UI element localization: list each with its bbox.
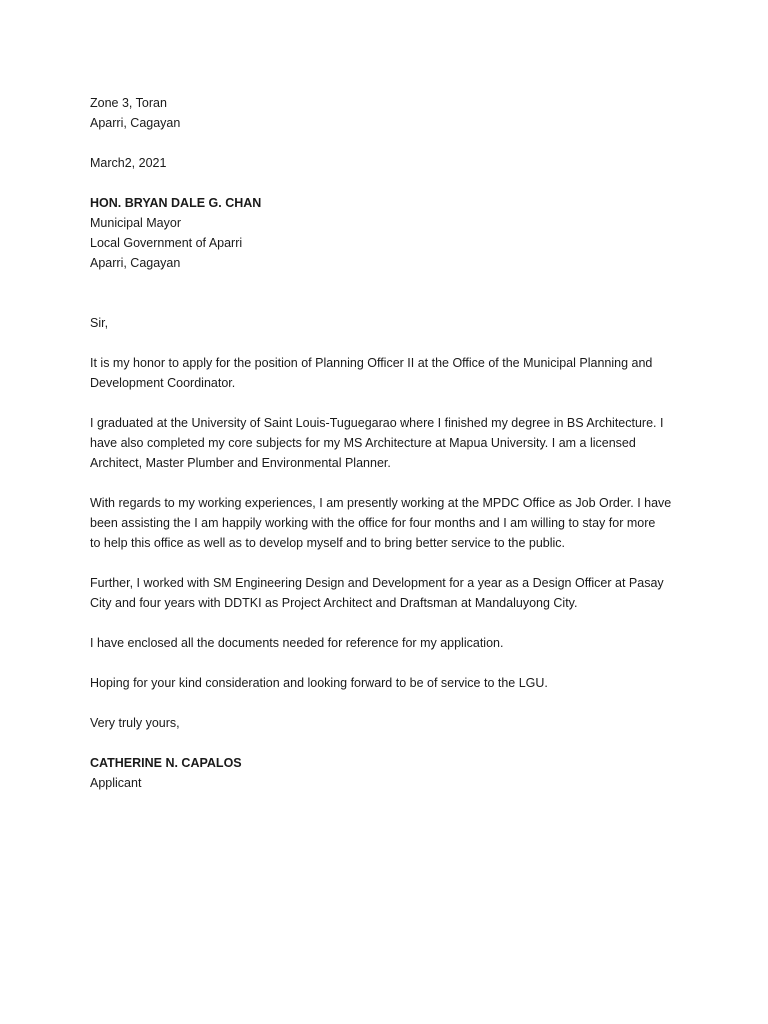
paragraph-2-line: I graduated at the University of Saint Louis-Tuguegarao where I finished my degree in BS Architecture. I bbox=[90, 416, 664, 430]
paragraph-5 bbox=[90, 633, 690, 653]
recipient-name: HON. BRYAN DALE G. CHAN bbox=[90, 196, 262, 210]
paragraph-3-line: to help this office as well as to develop myself and to bring better service to the public. bbox=[90, 536, 566, 550]
salutation: Sir, bbox=[90, 316, 109, 330]
paragraph-4-line: Further, I worked with SM Engineering Design and Development for a year as a Design Officer at Pasay bbox=[90, 576, 664, 590]
paragraph-1 bbox=[90, 353, 690, 393]
paragraph-3-line: been assisting the I am happily working with the office for four months and I am willing to stay for more bbox=[90, 516, 656, 530]
signatory-role: Applicant bbox=[90, 776, 142, 790]
paragraph-6 bbox=[90, 673, 690, 693]
paragraph-2 bbox=[90, 413, 690, 473]
paragraph-3 bbox=[90, 493, 690, 553]
closing: Very truly yours, bbox=[90, 716, 180, 730]
salutation-block bbox=[90, 313, 690, 333]
sender-address-line2: Aparri, Cagayan bbox=[90, 116, 181, 130]
letter-date: March2, 2021 bbox=[90, 156, 167, 170]
closing-block bbox=[90, 713, 690, 733]
paragraph-2-line: have also completed my core subjects for my MS Architecture at Mapua University. I am a licensed bbox=[90, 436, 636, 450]
paragraph-4 bbox=[90, 573, 690, 613]
signatory-name: CATHERINE N. CAPALOS bbox=[90, 756, 242, 770]
paragraph-1-line: It is my honor to apply for the position of Planning Officer II at the Office of the Municipal Planning and bbox=[90, 356, 653, 370]
recipient-location: Aparri, Cagayan bbox=[90, 256, 181, 270]
recipient-office: Local Government of Aparri bbox=[90, 236, 243, 250]
cover-letter bbox=[90, 93, 690, 793]
recipient-block bbox=[90, 193, 690, 273]
signature-block bbox=[90, 753, 690, 793]
sender-address-line1: Zone 3, Toran bbox=[90, 96, 167, 110]
recipient-title: Municipal Mayor bbox=[90, 216, 182, 230]
paragraph-3-line: With regards to my working experiences, I am presently working at the MPDC Office as Job Order. I have bbox=[90, 496, 672, 510]
paragraph-4-line: City and four years with DDTKI as Project Architect and Draftsman at Mandaluyong City. bbox=[90, 596, 578, 610]
paragraph-5-line: I have enclosed all the documents needed for reference for my application. bbox=[90, 636, 504, 650]
paragraph-6-line: Hoping for your kind consideration and looking forward to be of service to the LGU. bbox=[90, 676, 548, 690]
paragraph-2-line: Architect, Master Plumber and Environmental Planner. bbox=[90, 456, 391, 470]
sender-address bbox=[90, 93, 690, 133]
paragraph-1-line: Development Coordinator. bbox=[90, 376, 236, 390]
letter-date-block bbox=[90, 153, 690, 173]
